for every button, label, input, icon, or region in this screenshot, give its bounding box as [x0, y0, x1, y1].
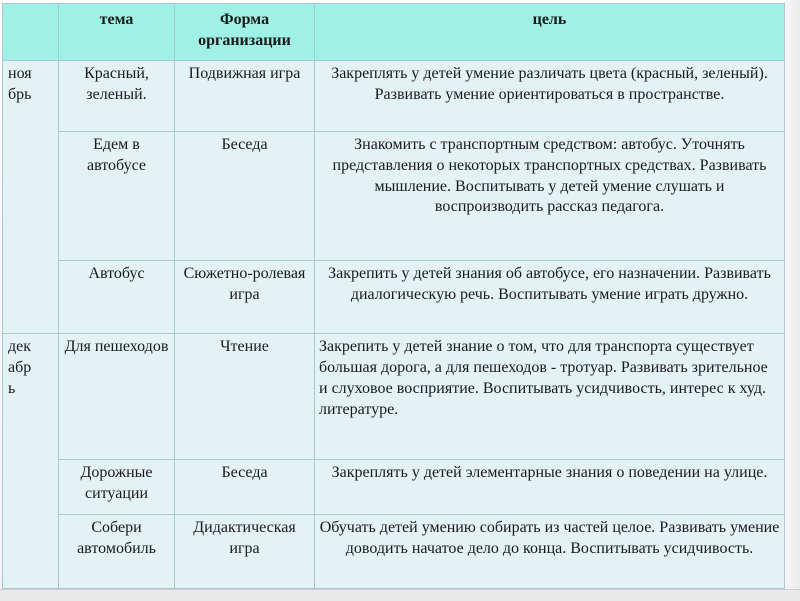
lesson-plan-table: [2, 3, 785, 589]
header-month: [3, 4, 59, 61]
goal-cell: Закрепить у детей знания об автобусе, его назначении. Развивать диалогическую речь. Воспитывать умение играть дружно.: [315, 261, 785, 334]
theme-cell: Автобус: [59, 261, 175, 334]
side-margin: [784, 0, 800, 589]
month-december: [3, 334, 59, 589]
table-row: [3, 61, 785, 132]
theme-cell: Дорожные ситуации: [59, 460, 175, 515]
table-header-row: [3, 4, 785, 61]
table-row: [3, 514, 785, 588]
table-row: [3, 261, 785, 334]
form-cell: Сюжетно-ролевая игра: [175, 261, 315, 334]
header-form: Форма организации: [175, 4, 315, 61]
table-row: [3, 132, 785, 261]
month-label: ноя брь: [8, 65, 32, 103]
month-november: [3, 61, 59, 334]
goal-cell: Обучать детей умению собирать из частей целое. Развивать умение доводить начатое дело до конца. Воспитывать усидчивость.: [315, 514, 785, 588]
table-row: [3, 334, 785, 460]
goal-cell: Закреплять у детей умение различать цвета (красный, зеленый). Развивать умение ориентироваться в пространстве.: [315, 61, 785, 132]
form-cell: Беседа: [175, 132, 315, 261]
theme-cell: Красный, зеленый.: [59, 61, 175, 132]
theme-cell: Для пешеходов: [59, 334, 175, 460]
theme-cell: Собери автомобиль: [59, 514, 175, 588]
goal-cell: Закрепить у детей знание о том, что для транспорта существует большая дорога, а для пешеходов - тротуар. Развивать зрительное и слуховое восприятие. Воспитывать усидчивость, интерес к худ. литературе.: [315, 334, 785, 460]
form-cell: Дидактическая игра: [175, 514, 315, 588]
theme-cell: Едем в автобусе: [59, 132, 175, 261]
form-cell: Чтение: [175, 334, 315, 460]
header-goal: цель: [315, 4, 785, 61]
bottom-margin: [0, 589, 800, 601]
goal-cell: Закреплять у детей элементарные знания о поведении на улице.: [315, 460, 785, 515]
form-cell: Беседа: [175, 460, 315, 515]
table-row: [3, 460, 785, 515]
goal-cell: Знакомить с транспортным средством: автобус. Уточнять представления о некоторых транспортных средствах. Развивать мышление. Воспитывать у детей умение слушать и воспроизводить рассказ педагога.: [315, 132, 785, 261]
lesson-plan-table-container: [2, 3, 784, 589]
month-label: дек абр ь: [8, 338, 32, 397]
header-theme: тема: [59, 4, 175, 61]
form-cell: Подвижная игра: [175, 61, 315, 132]
